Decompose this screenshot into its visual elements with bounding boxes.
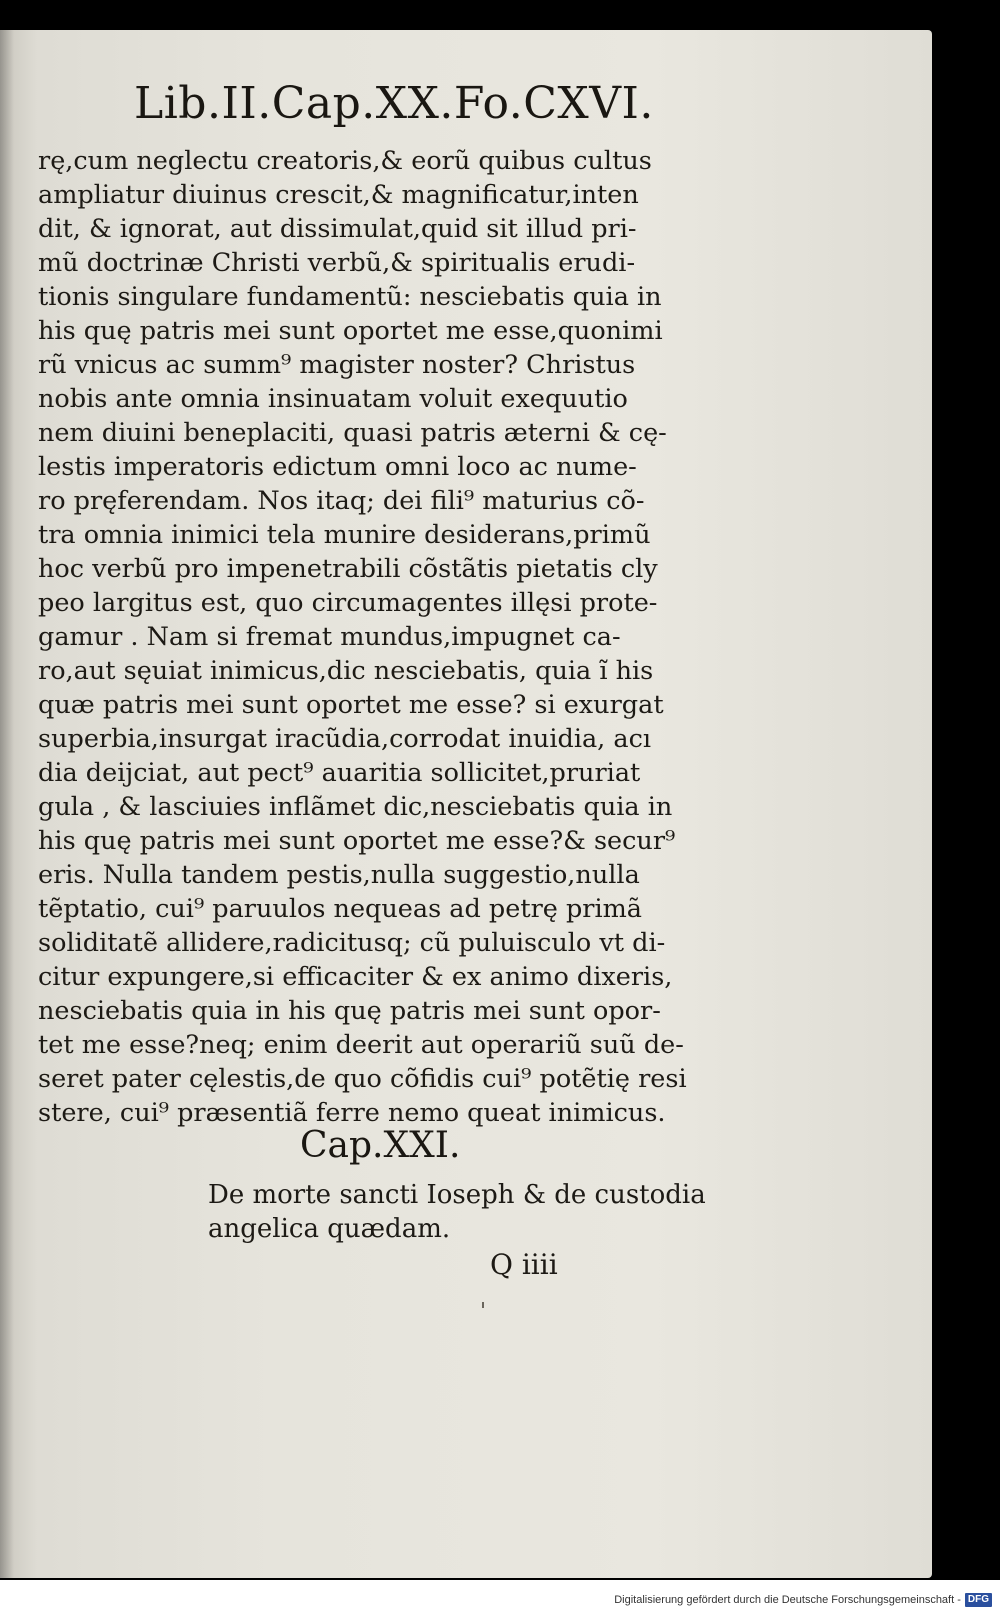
text-line: eris. Nulla tandem pestis,nulla suggestio,nulla <box>38 860 640 890</box>
text-line: gula , & lasciuies inflãmet dic,nesciebatis quia in <box>38 792 673 822</box>
text-line: stere, cui⁹ præsentiã ferre nemo queat inimicus. <box>38 1098 666 1128</box>
text-line: hoc verbũ pro impenetrabili cõstãtis pietatis cly <box>38 554 658 584</box>
text-line: ampliatur diuinus crescit,& magnificatur,inten <box>38 180 639 210</box>
page-gutter-shadow <box>0 30 14 1578</box>
text-line: seret pater cęlestis,de quo cõfidis cui⁹ potẽtię resi <box>38 1064 687 1094</box>
text-line: rę,cum neglectu creatoris,& eorũ quibus cultus <box>38 146 652 176</box>
chapter-title <box>208 1178 708 1246</box>
funding-footer <box>614 1590 992 1610</box>
text-line: nem diuini beneplaciti, quasi patris æterni & cę- <box>38 418 667 448</box>
ink-speck <box>482 1302 484 1308</box>
text-line: dit, & ignorat, aut dissimulat,quid sit illud pri- <box>38 214 637 244</box>
text-line: soliditatẽ allidere,radicitusq; cũ puluisculo vt di- <box>38 928 666 958</box>
text-line: mũ doctrinæ Christi verbũ,& spiritualis erudi- <box>38 248 636 278</box>
text-line: quæ patris mei sunt oportet me esse? si exurgat <box>38 690 664 720</box>
signature-mark: Q iiii <box>490 1248 558 1281</box>
text-line: tẽptatio, cui⁹ paruulos nequeas ad petrę primã <box>38 894 643 924</box>
text-line: nobis ante omnia insinuatam voluit exequutio <box>38 384 628 414</box>
running-head: Lib.II.Cap.XX.Fo.CXVI. <box>134 78 654 129</box>
text-line: lestis imperatoris edictum omni loco ac nume- <box>38 452 637 482</box>
text-line: ro pręferendam. Nos itaq; dei fili⁹ maturius cõ- <box>38 486 645 516</box>
text-line: ro,aut sęuiat inimicus,dic nesciebatis, quia ĩ his <box>38 656 654 686</box>
footer-text: Digitalisierung gefördert durch die Deutsche Forschungsgemeinschaft - <box>614 1594 961 1606</box>
text-line: dia deijciat, aut pect⁹ auaritia sollicitet,pruriat <box>38 758 641 788</box>
body-text <box>38 144 698 1130</box>
text-line: tet me esse?neq; enim deerit aut operariũ suũ de- <box>38 1030 684 1060</box>
dfg-logo-icon: DFG <box>965 1593 992 1607</box>
text-line: citur expungere,si efficaciter & ex animo dixeris, <box>38 962 673 992</box>
chapter-heading: Cap.XXI. <box>300 1125 461 1166</box>
text-line: tra omnia inimici tela munire desiderans,primũ <box>38 520 651 550</box>
chapter-title-line: angelica quædam. <box>208 1214 451 1244</box>
text-line: superbia,insurgat iracũdia,corrodat inuidia, acı <box>38 724 652 754</box>
text-line: tionis singulare fundamentũ: nesciebatis quia in <box>38 282 662 312</box>
text-line: gamur . Nam si fremat mundus,impugnet ca- <box>38 622 621 652</box>
text-line: his quę patris mei sunt oportet me esse?& secur⁹ <box>38 826 676 856</box>
text-line: rũ vnicus ac summ⁹ magister noster? Christus <box>38 350 636 380</box>
text-line: nesciebatis quia in his quę patris mei sunt opor- <box>38 996 661 1026</box>
text-line: his quę patris mei sunt oportet me esse,quonimi <box>38 316 663 346</box>
chapter-title-line: De morte sancti Ioseph & de custodia <box>208 1180 706 1210</box>
text-line: peo largitus est, quo circumagentes illęsi prote- <box>38 588 658 618</box>
